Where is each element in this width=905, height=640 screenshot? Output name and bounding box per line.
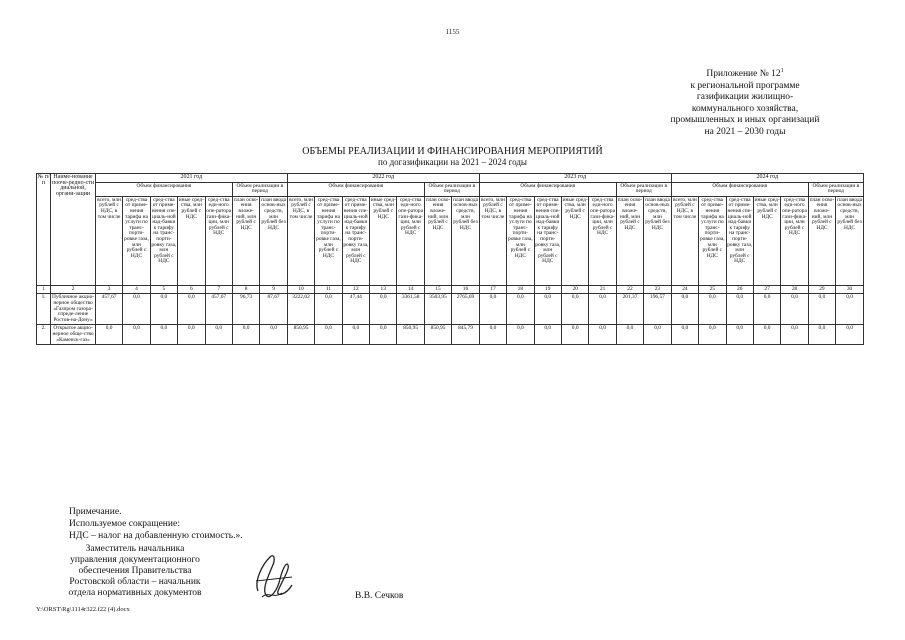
header-column: план ввода основ-ных средств, млн рублей без НДС — [836, 196, 864, 285]
header-row-columns — [37, 196, 864, 285]
column-number: 26 — [726, 285, 753, 294]
row-value: 0,0 — [150, 325, 177, 345]
table-row — [37, 325, 864, 345]
row-value: 0,0 — [370, 325, 397, 345]
header-column: план ввода основ-ных средств, млн рублей без НДС — [260, 196, 288, 285]
appendix-line: к региональной программе — [690, 80, 800, 91]
row-value: 0,0 — [753, 294, 780, 325]
appendix-line: коммунального хозяйства, — [691, 103, 799, 114]
row-value: 0,0 — [671, 294, 698, 325]
header-column: сред-ства от приме-нения спе-циаль-ной над-бавки к тарифу на транс-порти-ровку газа, млн рублей с НДС — [534, 196, 561, 285]
column-number: 5 — [150, 285, 177, 294]
column-number: 11 — [315, 285, 342, 294]
notes-block — [69, 506, 243, 542]
signatory-position — [60, 544, 210, 599]
row-value: 0,0 — [178, 325, 205, 345]
column-number: 18 — [507, 285, 534, 294]
column-number: 4 — [123, 285, 150, 294]
document-title: ОБЪЕМЫ РЕАЛИЗАЦИИ И ФИНАНСИРОВАНИЯ МЕРОПРИЯТИЙ — [302, 146, 603, 157]
position-line: отдела нормативных документов — [68, 588, 202, 598]
column-number: 7 — [205, 285, 232, 294]
row-value: 0,0 — [507, 294, 534, 325]
financing-table — [36, 173, 864, 345]
row-value: 201,37 — [616, 294, 643, 325]
row-value: 3361,58 — [397, 294, 424, 325]
appendix-superscript: 1 — [780, 68, 784, 74]
row-value: 850,95 — [287, 325, 314, 345]
column-number: 2 — [51, 285, 96, 294]
row-value: 0,0 — [260, 325, 288, 345]
header-column: сред-ства от приме-нения спе-циаль-ной над-бавки к тарифу на транс-порти-ровку газа, млн рублей с НДС — [150, 196, 177, 285]
header-column: всего, млн рублей с НДС, в том числе — [671, 196, 698, 285]
row-value: 3222,02 — [287, 294, 314, 325]
header-year: 2021 год — [95, 174, 287, 183]
header-num: № п/п — [37, 174, 51, 286]
header-column: сред-ства от приме-нения тарифа на услуги по транс-порти-ровке газа, млн рублей с НДС — [315, 196, 342, 285]
row-value: 457,67 — [205, 294, 232, 325]
header-realization: Объем реализации в период — [616, 182, 671, 196]
row-value: 0,0 — [178, 294, 205, 325]
document-subtitle: по догазификации на 2021 – 2024 годы — [378, 157, 527, 167]
header-row-years — [37, 174, 864, 183]
column-number: 12 — [342, 285, 369, 294]
header-name: Наиме-нование пооче-редно-сти диальной, органи-зации — [51, 174, 96, 286]
column-number: 16 — [452, 285, 480, 294]
row-value: 0,0 — [370, 294, 397, 325]
row-value: 0,0 — [808, 325, 835, 345]
header-column: план ввода основ-ных средств, млн рублей без НДС — [644, 196, 672, 285]
column-number: 30 — [836, 285, 864, 294]
row-value: 0,0 — [726, 325, 753, 345]
signatory-name: В.В. Сечков — [355, 591, 404, 601]
header-column: план осво-ения вложе-ний, млн рублей с НДС — [232, 196, 259, 285]
column-number: 1 — [37, 285, 51, 294]
header-column: план осво-ения вложе-ний, млн рублей с НДС — [424, 196, 451, 285]
header-row-groups — [37, 182, 864, 196]
row-organization: Открытое акцио-нерное обще-ство «Каменск-газ» — [51, 325, 96, 345]
header-column: всего, млн рублей с НДС, в том числе — [287, 196, 314, 285]
appendix-line: газификации жилищно- — [696, 92, 794, 103]
row-value: 0,0 — [315, 294, 342, 325]
header-column: всего, млн рублей с НДС, в том числе — [479, 196, 506, 285]
row-value: 0,0 — [95, 325, 122, 345]
row-value: 0,0 — [616, 325, 643, 345]
position-line: управления документационного — [70, 555, 200, 565]
row-value: 0,0 — [205, 325, 232, 345]
column-number: 8 — [232, 285, 259, 294]
header-year: 2022 год — [287, 174, 479, 183]
row-value: 0,0 — [671, 325, 698, 345]
column-number: 14 — [397, 285, 424, 294]
row-value: 196,57 — [644, 294, 672, 325]
column-number: 19 — [534, 285, 561, 294]
row-value: 0,0 — [699, 294, 726, 325]
position-line: обеспечения Правительства — [78, 566, 192, 576]
column-number: 21 — [589, 285, 616, 294]
row-value: 0,0 — [561, 294, 588, 325]
row-value: 0,0 — [342, 325, 369, 345]
row-value: 2765,69 — [452, 294, 480, 325]
header-year: 2024 год — [671, 174, 863, 183]
appendix-line: Приложение № 12 — [706, 69, 781, 80]
row-value: 0,0 — [589, 294, 616, 325]
column-number: 3 — [95, 285, 122, 294]
header-column: план ввода основ-ных средств, млн рублей без НДС — [452, 196, 480, 285]
row-value: 0,0 — [479, 294, 506, 325]
note-line: НДС – налог на добавленную стоимость.». — [69, 531, 243, 541]
document-title-block — [0, 146, 905, 167]
row-value: 0,0 — [589, 325, 616, 345]
header-financing: Объем финансирования — [287, 182, 424, 196]
column-number: 29 — [808, 285, 835, 294]
table-row — [37, 294, 864, 325]
column-number: 23 — [644, 285, 672, 294]
header-column: иные сред-ства, млн рублей с НДС — [561, 196, 588, 285]
header-realization: Объем реализации в период — [232, 182, 287, 196]
column-number: 20 — [561, 285, 588, 294]
column-number: 10 — [287, 285, 314, 294]
column-number: 6 — [178, 285, 205, 294]
header-column: сред-ства еди-ного опе-ратора гази-фика-ции, млн рублей с НДС — [397, 196, 424, 285]
row-value: 0,0 — [836, 294, 864, 325]
header-financing: Объем финансирования — [671, 182, 808, 196]
row-value: 0,0 — [644, 325, 672, 345]
row-value: 47,44 — [342, 294, 369, 325]
header-row-numbers — [37, 285, 864, 294]
column-number: 28 — [781, 285, 808, 294]
row-value: 0,0 — [507, 325, 534, 345]
row-value: 96,73 — [232, 294, 259, 325]
column-number: 15 — [424, 285, 451, 294]
row-value: 0,0 — [699, 325, 726, 345]
header-column: сред-ства от приме-нения тарифа на услуги по транс-порти-ровке газа, млн рублей с НДС — [699, 196, 726, 285]
row-value: 0,0 — [808, 294, 835, 325]
column-number: 25 — [699, 285, 726, 294]
header-year: 2023 год — [479, 174, 671, 183]
row-number: 1. — [37, 294, 51, 325]
header-realization: Объем реализации в период — [808, 182, 863, 196]
row-value: 0,0 — [479, 325, 506, 345]
row-value: 0,0 — [726, 294, 753, 325]
appendix-line: промышленных и иных организаций — [670, 115, 820, 126]
appendix-block — [645, 66, 845, 138]
header-column: иные сред-ства, млн рублей с НДС — [178, 196, 205, 285]
header-column: сред-ства от приме-нения спе-циаль-ной над-бавки к тарифу на транс-порти-ровку газа, млн рублей с НДС — [726, 196, 753, 285]
row-value: 845,79 — [452, 325, 480, 345]
column-number: 27 — [753, 285, 780, 294]
header-column: сред-ства еди-ного опе-ратора гази-фика-ции, млн рублей с НДС — [781, 196, 808, 285]
file-path: Y:\ORST\Rg\1114r322.f22 (4).docx — [36, 606, 130, 613]
row-value: 0,0 — [753, 325, 780, 345]
header-column: план осво-ения вложе-ний, млн рублей с НДС — [616, 196, 643, 285]
position-line: Ростовской области – начальник — [69, 577, 201, 587]
handwritten-signature — [252, 551, 296, 603]
row-value: 850,95 — [424, 325, 451, 345]
row-value: 0,0 — [150, 294, 177, 325]
header-column: сред-ства от приме-нения тарифа на услуги по транс-порти-ровке газа, млн рублей с НДС — [123, 196, 150, 285]
header-column: сред-ства от приме-нения спе-циаль-ной над-бавки к тарифу на транс-порти-ровку газа, млн рублей с НДС — [342, 196, 369, 285]
header-realization: Объем реализации в период — [424, 182, 479, 196]
row-value: 0,0 — [534, 325, 561, 345]
row-value: 0,0 — [534, 294, 561, 325]
header-column: всего, млн рублей с НДС, в том числе — [95, 196, 122, 285]
column-number: 22 — [616, 285, 643, 294]
column-number: 9 — [260, 285, 288, 294]
header-column: сред-ства еди-ного опе-ратора гази-фика-ции, млн рублей с НДС — [205, 196, 232, 285]
header-column: сред-ства от приме-нения тарифа на услуги по транс-порти-ровке газа, млн рублей с НДС — [507, 196, 534, 285]
row-value: 0,0 — [123, 294, 150, 325]
note-line: Используемое сокращение: — [69, 519, 180, 529]
row-value: 0,0 — [781, 325, 808, 345]
header-column: план осво-ения вложе-ний, млн рублей с НДС — [808, 196, 835, 285]
row-value: 0,0 — [315, 325, 342, 345]
note-line: Примечание. — [69, 507, 122, 517]
header-financing: Объем финансирования — [479, 182, 616, 196]
position-line: Заместитель начальника — [85, 544, 185, 554]
row-organization: Публичное акцио-нерное общество «Газпром газора-спреде-ление Ростов-на-Дону» — [51, 294, 96, 325]
column-number: 24 — [671, 285, 698, 294]
header-column: иные сред-ства, млн рублей с НДС — [753, 196, 780, 285]
row-value: 457,67 — [95, 294, 122, 325]
page-number: 1155 — [445, 28, 460, 36]
row-value: 0,0 — [123, 325, 150, 345]
row-value: 0,0 — [836, 325, 864, 345]
header-column: иные сред-ства, млн рублей с НДС — [370, 196, 397, 285]
row-value: 0,0 — [781, 294, 808, 325]
row-value: 0,0 — [232, 325, 259, 345]
appendix-line: на 2021 – 2030 годы — [704, 126, 786, 137]
header-financing: Объем финансирования — [95, 182, 232, 196]
column-number: 13 — [370, 285, 397, 294]
row-value: 3503,95 — [424, 294, 451, 325]
row-number: 2. — [37, 325, 51, 345]
row-value: 850,95 — [397, 325, 424, 345]
row-value: 87,67 — [260, 294, 288, 325]
header-column: сред-ства еди-ного опе-ратора гази-фика-ции, млн рублей с НДС — [589, 196, 616, 285]
column-number: 17 — [479, 285, 506, 294]
row-value: 0,0 — [561, 325, 588, 345]
